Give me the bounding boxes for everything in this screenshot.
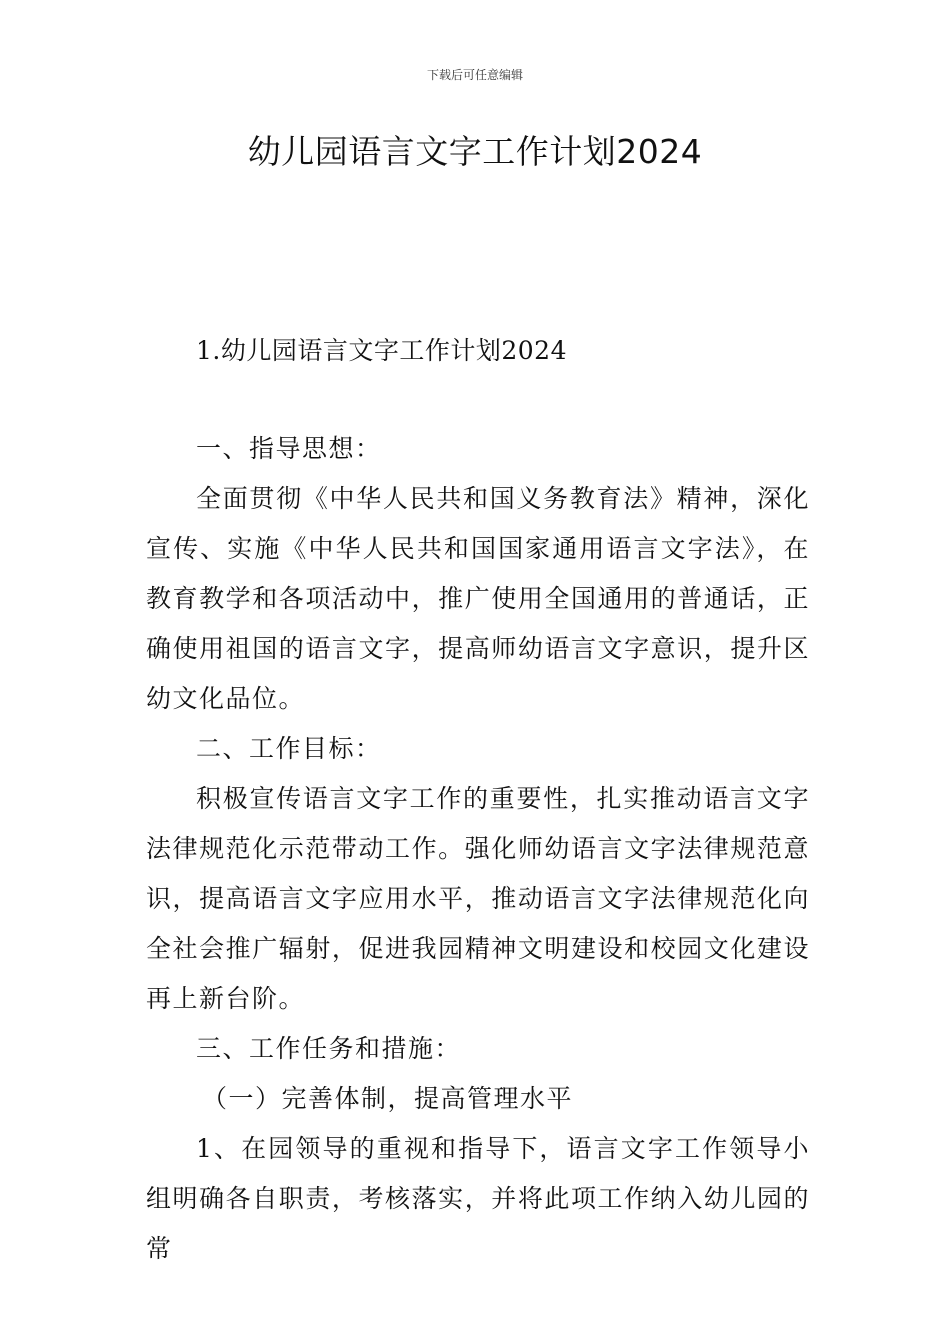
- section-1-paragraph: 全面贯彻《中华人民共和国义务教育法》精神，深化宣传、实施《中华人民共和国国家通用语言文字法》，在教育教学和各项活动中，推广使用全国通用的普通话，正确使用祖国的语言文字，提高师幼语言文字意识，提升区幼文化品位。: [146, 484, 810, 713]
- section-2-heading: 二、工作目标：: [196, 734, 382, 763]
- section-1-heading: 一、指导思想：: [196, 434, 382, 463]
- section-3-item-1: 1、在园领导的重视和指导下，语言文字工作领导小组明确各自职责，考核落实，并将此项工作纳入幼儿园的常: [146, 1134, 810, 1263]
- sub-heading: 1.幼儿园语言文字工作计划2024: [196, 336, 567, 365]
- document-title: 幼儿园语言文字工作计划2024: [247, 132, 703, 171]
- document-body: [146, 424, 810, 1274]
- section-2-paragraph: 积极宣传语言文字工作的重要性，扎实推动语言文字法律规范化示范带动工作。强化师幼语言文字法律规范意识，提高语言文字应用水平，推动语言文字法律规范化向全社会推广辐射，促进我园精神文明建设和校园文化建设再上新台阶。: [146, 784, 810, 1013]
- section-3-heading: 三、工作任务和措施：: [196, 1034, 462, 1063]
- section-3-subheading-1: （一）完善体制，提高管理水平: [202, 1084, 574, 1113]
- header-note: 下载后可任意编辑: [426, 68, 523, 82]
